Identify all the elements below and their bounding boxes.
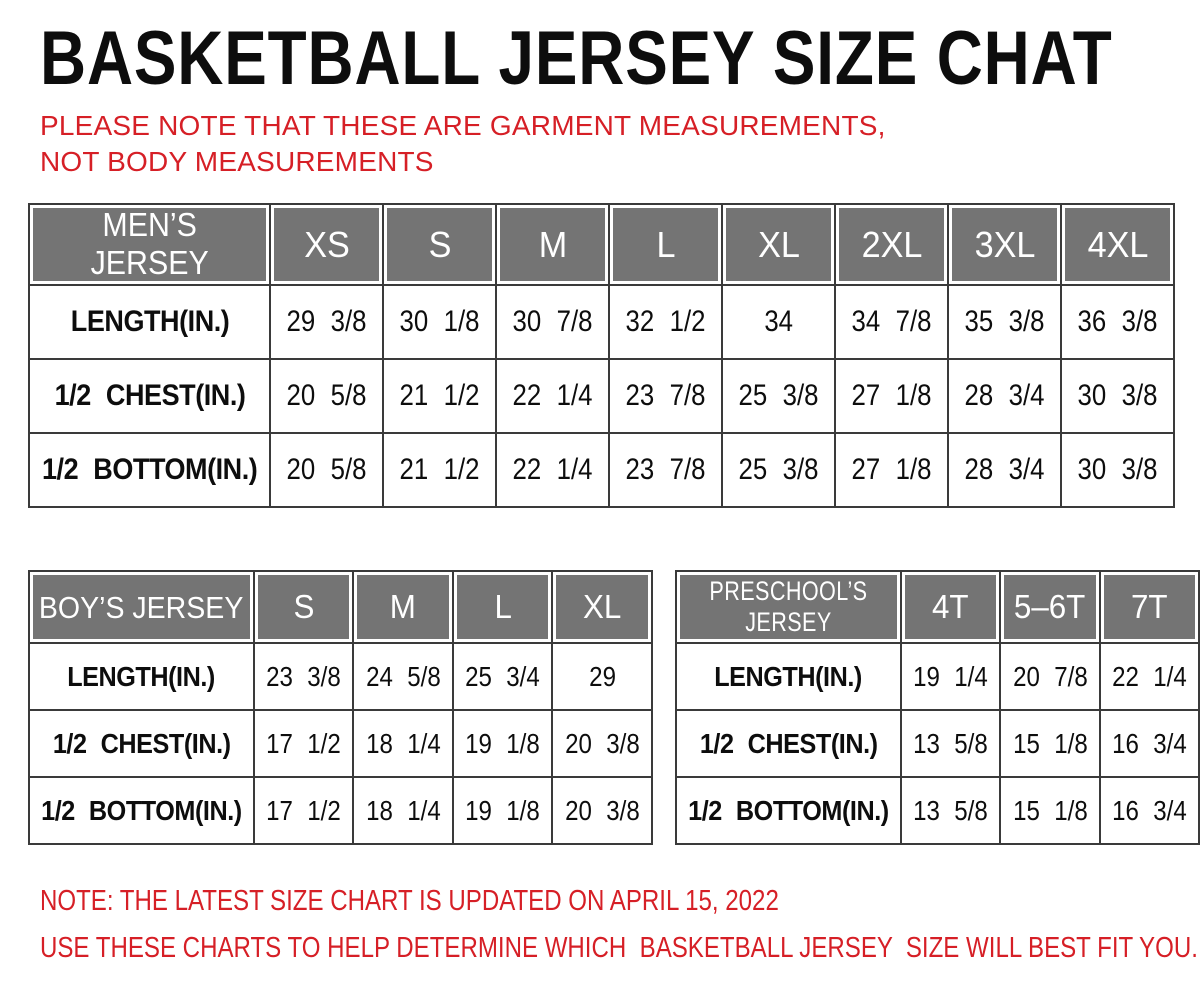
preschool-size-table [675, 570, 1200, 845]
mens-table-title: MEN’S JERSEY [90, 206, 209, 282]
size-value-cell: 36 3/8 [1061, 285, 1174, 359]
row-label-cell: 1/2 BOTTOM(IN.) [676, 777, 901, 844]
row-label-cell: 1/2 BOTTOM(IN.) [29, 777, 254, 844]
update-date-note: NOTE: THE LATEST SIZE CHART IS UPDATED ON APRIL 15, 2022 [40, 885, 779, 918]
size-value-cell: 22 1/4 [496, 433, 609, 507]
column-header-2xl: 2XL [835, 204, 948, 285]
size-value-cell: 16 3/4 [1100, 710, 1199, 777]
row-label-cell: LENGTH(IN.) [29, 643, 254, 710]
size-value-cell: 21 1/2 [383, 359, 496, 433]
column-header-5-6t: 5–6T [1000, 571, 1099, 643]
mens-size-table [28, 203, 1175, 508]
column-header-m: M [496, 204, 609, 285]
size-value-cell: 25 3/8 [722, 433, 835, 507]
size-value-cell: 21 1/2 [383, 433, 496, 507]
size-value-cell: 20 3/8 [552, 777, 652, 844]
size-value-cell: 30 3/8 [1061, 433, 1174, 507]
size-value-cell: 19 1/8 [453, 777, 553, 844]
column-header-l: L [609, 204, 722, 285]
size-value-cell: 22 1/4 [1100, 643, 1199, 710]
size-value-cell: 22 1/4 [496, 359, 609, 433]
row-label-cell: 1/2 CHEST(IN.) [29, 710, 254, 777]
size-value-cell: 25 3/8 [722, 359, 835, 433]
column-header-7t: 7T [1100, 571, 1199, 643]
column-header-xl: XL [552, 571, 652, 643]
size-value-cell: 34 [722, 285, 835, 359]
mens-table-title-cell [29, 204, 270, 285]
size-value-cell: 18 1/4 [353, 777, 453, 844]
size-value-cell: 27 1/8 [835, 433, 948, 507]
size-value-cell: 16 3/4 [1100, 777, 1199, 844]
size-value-cell: 13 5/8 [901, 710, 1000, 777]
row-label-cell: 1/2 CHEST(IN.) [676, 710, 901, 777]
column-header-4t: 4T [901, 571, 1000, 643]
size-value-cell: 28 3/4 [948, 359, 1061, 433]
boys-chest-row [29, 710, 652, 777]
mens-length-row [29, 285, 1174, 359]
row-label-cell: 1/2 BOTTOM(IN.) [29, 433, 270, 507]
size-value-cell: 13 5/8 [901, 777, 1000, 844]
size-value-cell: 27 1/8 [835, 359, 948, 433]
size-value-cell: 19 1/4 [901, 643, 1000, 710]
size-value-cell: 35 3/8 [948, 285, 1061, 359]
size-value-cell: 20 5/8 [270, 359, 383, 433]
size-value-cell: 23 3/8 [254, 643, 354, 710]
row-label-cell: LENGTH(IN.) [676, 643, 901, 710]
size-value-cell: 20 3/8 [552, 710, 652, 777]
boys-header-row [29, 571, 652, 643]
size-value-cell: 17 1/2 [254, 710, 354, 777]
size-value-cell: 30 3/8 [1061, 359, 1174, 433]
mens-bottom-row [29, 433, 1174, 507]
size-value-cell: 25 3/4 [453, 643, 553, 710]
size-value-cell: 32 1/2 [609, 285, 722, 359]
size-value-cell: 29 [552, 643, 652, 710]
lower-tables-row [28, 570, 1200, 845]
boys-size-table [28, 570, 653, 845]
column-header-l: L [453, 571, 553, 643]
size-value-cell: 19 1/8 [453, 710, 553, 777]
size-value-cell: 17 1/2 [254, 777, 354, 844]
column-header-xl: XL [722, 204, 835, 285]
column-header-xs: XS [270, 204, 383, 285]
size-value-cell: 29 3/8 [270, 285, 383, 359]
size-value-cell: 18 1/4 [353, 710, 453, 777]
size-value-cell: 24 5/8 [353, 643, 453, 710]
mens-header-row [29, 204, 1174, 285]
size-value-cell: 34 7/8 [835, 285, 948, 359]
usage-note: USE THESE CHARTS TO HELP DETERMINE WHICH BASKETBALL JERSEY SIZE WILL BEST FIT YOU. [40, 932, 1198, 965]
column-header-s: S [383, 204, 496, 285]
size-value-cell: 23 7/8 [609, 359, 722, 433]
column-header-3xl: 3XL [948, 204, 1061, 285]
boys-length-row [29, 643, 652, 710]
size-value-cell: 20 7/8 [1000, 643, 1099, 710]
size-value-cell: 20 5/8 [270, 433, 383, 507]
boys-table-title: BOY’S JERSEY [39, 590, 244, 626]
column-header-4xl: 4XL [1061, 204, 1174, 285]
column-header-s: S [254, 571, 354, 643]
preschool-chest-row [676, 710, 1199, 777]
size-value-cell: 23 7/8 [609, 433, 722, 507]
preschool-table-title-cell [676, 571, 901, 643]
preschool-header-row [676, 571, 1199, 643]
size-value-cell: 15 1/8 [1000, 710, 1099, 777]
garment-measurement-note: PLEASE NOTE THAT THESE ARE GARMENT MEASUREMENTS, NOT BODY MEASUREMENTS [40, 109, 886, 178]
page-title-text: BASKETBALL JERSEY SIZE CHAT [40, 16, 1113, 101]
size-value-cell: 28 3/4 [948, 433, 1061, 507]
page-title [40, 16, 1200, 101]
boys-bottom-row [29, 777, 652, 844]
column-header-m: M [353, 571, 453, 643]
preschool-bottom-row [676, 777, 1199, 844]
preschool-length-row [676, 643, 1199, 710]
boys-table-title-cell [29, 571, 254, 643]
row-label-cell: 1/2 CHEST(IN.) [29, 359, 270, 433]
size-value-cell: 30 7/8 [496, 285, 609, 359]
size-value-cell: 30 1/8 [383, 285, 496, 359]
size-value-cell: 15 1/8 [1000, 777, 1099, 844]
preschool-table-title: PRESCHOOL’S JERSEY [709, 575, 868, 637]
mens-chest-row [29, 359, 1174, 433]
row-label-cell: LENGTH(IN.) [29, 285, 270, 359]
